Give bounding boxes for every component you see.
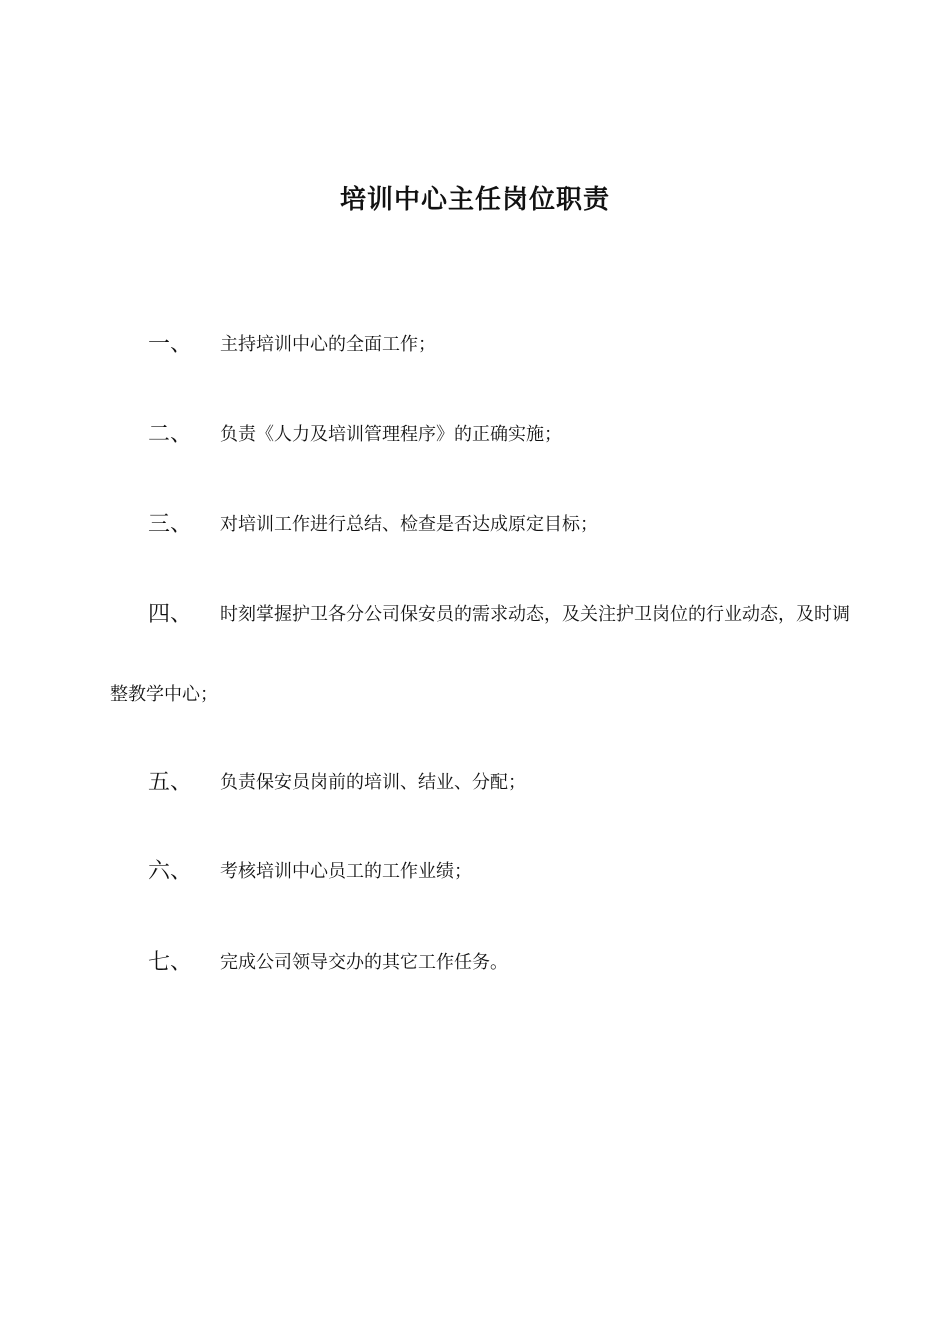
duty-text: 考核培训中心员工的工作业绩； [220, 861, 472, 882]
duty-text: 完成公司领导交办的其它工作任务。 [220, 952, 508, 973]
duty-item-4 [0, 595, 950, 705]
duty-number: 二、 [148, 422, 193, 447]
duty-item-3 [0, 505, 950, 545]
duty-text: 负责《人力及培训管理程序》的正确实施； [220, 424, 562, 445]
duty-item-2 [0, 415, 950, 455]
duty-number: 四、 [148, 602, 193, 627]
duty-item-7 [0, 943, 950, 983]
duty-text: 对培训工作进行总结、检查是否达成原定目标； [220, 514, 598, 535]
duty-number: 三、 [148, 512, 193, 537]
document-title: 培训中心主任岗位职责 [339, 185, 610, 215]
duty-number: 一、 [148, 332, 193, 357]
duty-number: 六、 [148, 859, 193, 884]
duty-text: 时刻掌握护卫各分公司保安员的需求动态，及关注护卫岗位的行业动态，及时调 [220, 604, 850, 625]
duty-text: 主持培训中心的全面工作； [220, 334, 436, 355]
duty-item-5 [0, 763, 950, 803]
duty-number: 七、 [148, 950, 193, 975]
duty-text: 负责保安员岗前的培训、结业、分配； [220, 772, 526, 793]
duty-item-1 [0, 325, 950, 365]
duty-item-6 [0, 852, 950, 892]
duty-number: 五、 [148, 770, 193, 795]
duty-text-continuation: 整教学中心； [110, 684, 218, 705]
